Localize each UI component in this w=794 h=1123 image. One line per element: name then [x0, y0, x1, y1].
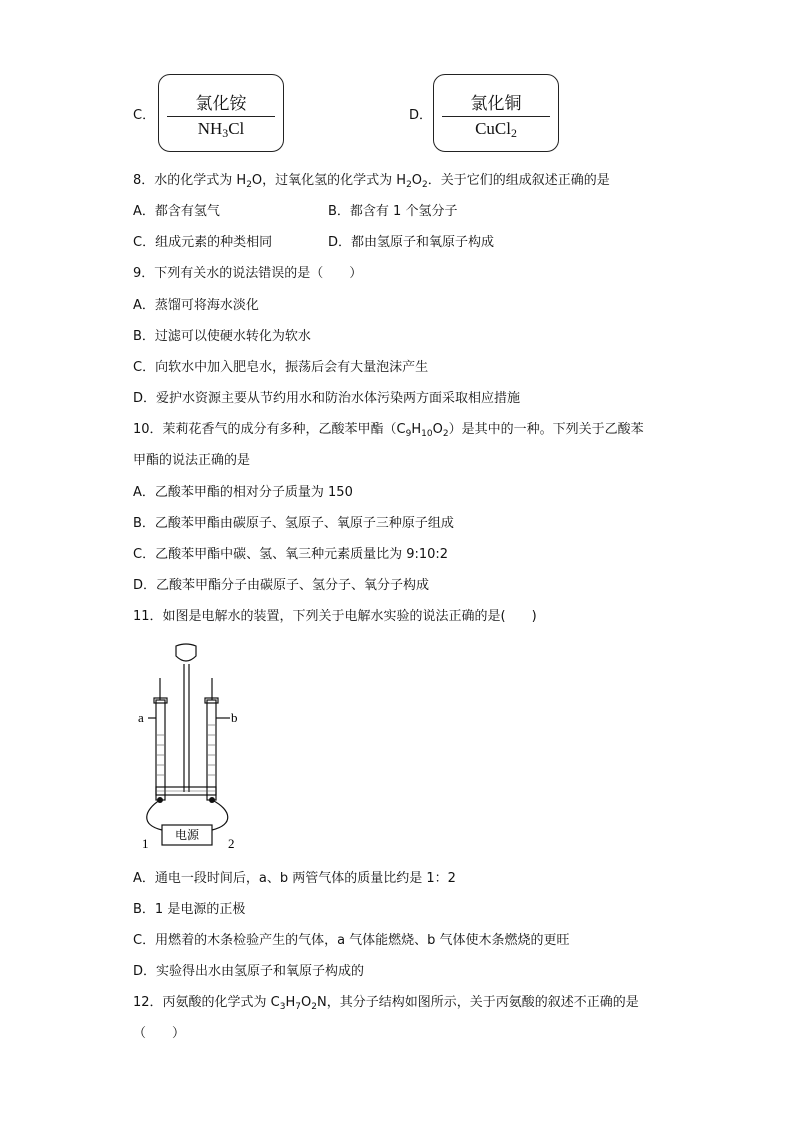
- q9-stem: 9．下列有关水的说法错误的是（ ）: [133, 266, 363, 281]
- q10-option-b: B．乙酸苯甲酯由碳原子、氢原子、氧原子三种原子组成: [133, 516, 454, 531]
- q8-option-b: B．都含有 1 个氢分子: [328, 204, 458, 219]
- q11-option-d: D．实验得出水由氢原子和氧原子构成的: [133, 964, 365, 979]
- q7-option-c-formula: $NH_3Cl$: [197, 119, 245, 140]
- q7-option-d-letter: D．: [409, 108, 433, 123]
- electrode-1-label: 1: [142, 836, 149, 850]
- q8-option-c: C．组成元素的种类相同: [133, 235, 273, 250]
- q11-stem: 11．如图是电解水的装置，下列关于电解水实验的说法正确的是( ): [133, 609, 537, 624]
- right-wire: [212, 800, 228, 830]
- q12-stem: 12．丙氨酸的化学式为 $C_3H_7O_2N$，其分子结构如图所示，关于丙氨酸的叙述不正确的是: [133, 995, 639, 1012]
- q11-option-a: A．通电一段时间后，a、b 两管气体的质量比约是 1：2: [133, 871, 456, 886]
- q9-option-a: A．蒸馏可将海水淡化: [133, 298, 259, 313]
- tube-b-label: b: [231, 710, 238, 725]
- q9-option-d: D．爱护水资源主要从节约用水和防治水体污染两方面采取相应措施: [133, 391, 521, 406]
- power-supply-label: 电源: [174, 828, 200, 842]
- left-electrode: [157, 797, 163, 803]
- q10-option-a: A．乙酸苯甲酯的相对分子质量为 150: [133, 485, 353, 500]
- q7-option-d-label-card: [433, 74, 559, 152]
- right-electrolysis-tube: [207, 700, 216, 800]
- right-electrode: [209, 797, 215, 803]
- q12-stem-line2: （ ）: [133, 1026, 186, 1041]
- q7-option-d-name: 氯化铜: [470, 94, 522, 114]
- q10-option-c: C．乙酸苯甲酯中碳、氢、氧三种元素质量比为 9:10:2: [133, 547, 449, 562]
- q7-option-c-label-card: [158, 74, 284, 152]
- q7-option-c-letter: C．: [133, 108, 156, 123]
- q10-stem: 10．茉莉花香气的成分有多种，乙酸苯甲酯$(C_9H_{10}O_2)$是其中的一种。下列关于乙酸苯: [133, 422, 644, 439]
- q10-stem-line2: 甲酯的说法正确的是: [133, 453, 251, 468]
- q7-option-c-divider: [167, 116, 275, 117]
- q11-option-c: C．用燃着的木条检验产生的气体，a 气体能燃烧、b 气体使木条燃烧的更旺: [133, 933, 570, 948]
- q8-stem: 8．水的化学式为 $H_2O$，过氧化氢的化学式为 $H_2O_2$．关于它们的组成叙述正确的是: [133, 173, 610, 190]
- q9-option-c: C．向软水中加入肥皂水，振荡后会有大量泡沫产生: [133, 360, 429, 375]
- q10-option-d: D．乙酸苯甲酯分子由碳原子、氢分子、氧分子构成: [133, 578, 430, 593]
- q8-option-d: D．都由氢原子和氧原子构成: [328, 235, 495, 250]
- q11-option-b: B．1 是电源的正极: [133, 902, 246, 917]
- tube-a-label: a: [138, 710, 144, 725]
- electrolysis-apparatus-diagram: [134, 640, 244, 850]
- q9-option-b: B．过滤可以使硬水转化为软水: [133, 329, 311, 344]
- q7-option-d-divider: [442, 116, 550, 117]
- funnel-reservoir: [176, 644, 196, 661]
- q7-option-d-formula: CuCl$_2$: [475, 119, 517, 140]
- left-electrolysis-tube: [156, 700, 165, 800]
- q7-option-c-name: 氯化铵: [195, 94, 247, 114]
- electrode-2-label: 2: [228, 836, 235, 850]
- left-wire: [147, 800, 162, 830]
- q8-option-a: A．都含有氢气: [133, 204, 220, 219]
